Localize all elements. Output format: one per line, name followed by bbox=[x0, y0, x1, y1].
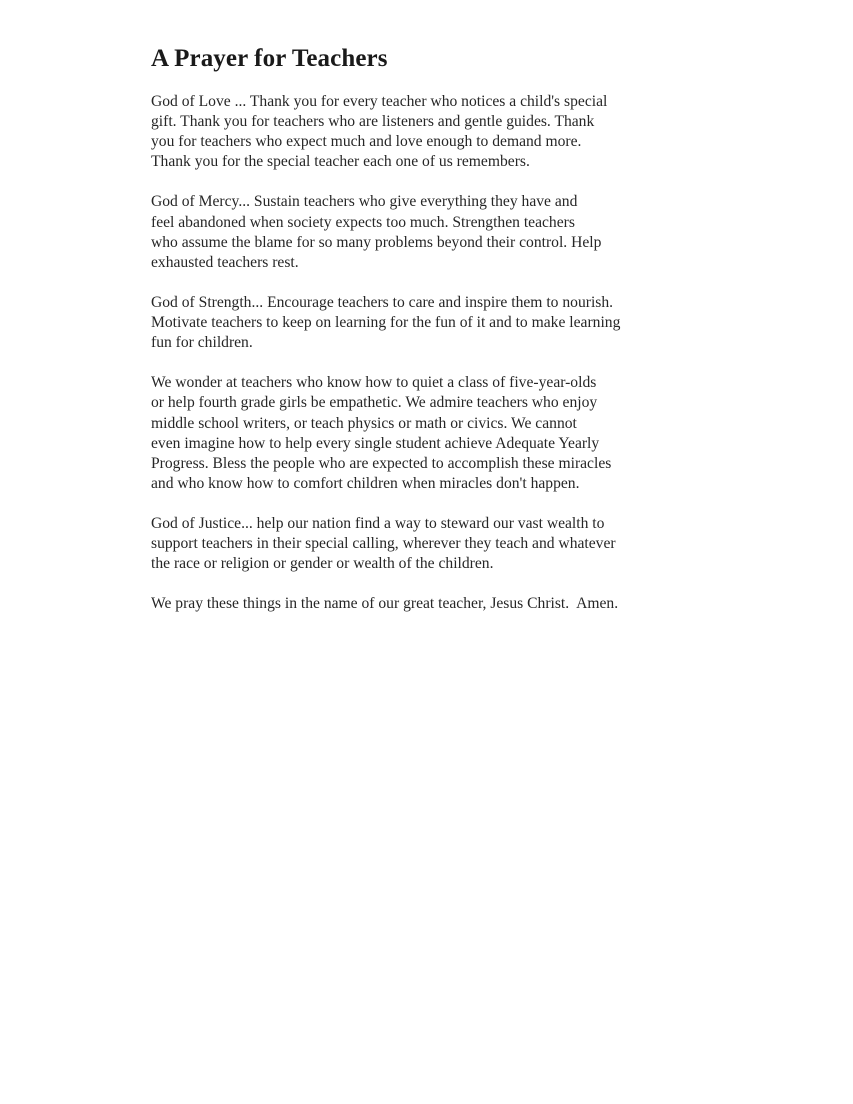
text-line: who assume the blame for so many problems beyond their control. Help bbox=[151, 233, 602, 251]
paragraph-justice bbox=[151, 514, 711, 574]
text-line: Thank you for the special teacher each one of us remembers. bbox=[151, 153, 530, 171]
text-line: or help fourth grade girls be empathetic. We admire teachers who enjoy bbox=[151, 394, 598, 412]
text-line: even imagine how to help every single student achieve Adequate Yearly bbox=[151, 434, 600, 452]
text-line: God of Justice... help our nation find a way to steward our vast wealth to bbox=[151, 514, 605, 532]
text-line: fun for children. bbox=[151, 334, 253, 352]
text-line: exhausted teachers rest. bbox=[151, 253, 299, 271]
paragraph-strength bbox=[151, 293, 711, 353]
text-line: God of Mercy... Sustain teachers who give everything they have and bbox=[151, 193, 578, 211]
document-page bbox=[151, 44, 711, 635]
text-line: Progress. Bless the people who are expected to accomplish these miracles bbox=[151, 454, 612, 472]
text-line: you for teachers who expect much and love enough to demand more. bbox=[151, 133, 582, 151]
page-title: A Prayer for Teachers bbox=[151, 45, 388, 72]
paragraph-wonder bbox=[151, 373, 711, 494]
text-line: We pray these things in the name of our great teacher, Jesus Christ. Amen. bbox=[151, 595, 619, 613]
text-line: God of Strength... Encourage teachers to care and inspire them to nourish. bbox=[151, 293, 614, 311]
paragraph-love bbox=[151, 92, 711, 172]
text-line: Motivate teachers to keep on learning for the fun of it and to make learning bbox=[151, 314, 621, 332]
text-line: the race or religion or gender or wealth of the children. bbox=[151, 555, 494, 573]
text-line: and who know how to comfort children when miracles don't happen. bbox=[151, 474, 580, 492]
text-line: middle school writers, or teach physics or math or civics. We cannot bbox=[151, 414, 577, 432]
text-line: support teachers in their special calling, wherever they teach and whatever bbox=[151, 535, 616, 553]
text-line: We wonder at teachers who know how to quiet a class of five-year-olds bbox=[151, 374, 597, 392]
paragraph-closing bbox=[151, 594, 711, 614]
paragraph-mercy bbox=[151, 192, 711, 272]
text-line: feel abandoned when society expects too much. Strengthen teachers bbox=[151, 213, 575, 231]
text-line: God of Love ... Thank you for every teacher who notices a child's special bbox=[151, 93, 608, 110]
text-line: gift. Thank you for teachers who are listeners and gentle guides. Thank bbox=[151, 113, 595, 131]
